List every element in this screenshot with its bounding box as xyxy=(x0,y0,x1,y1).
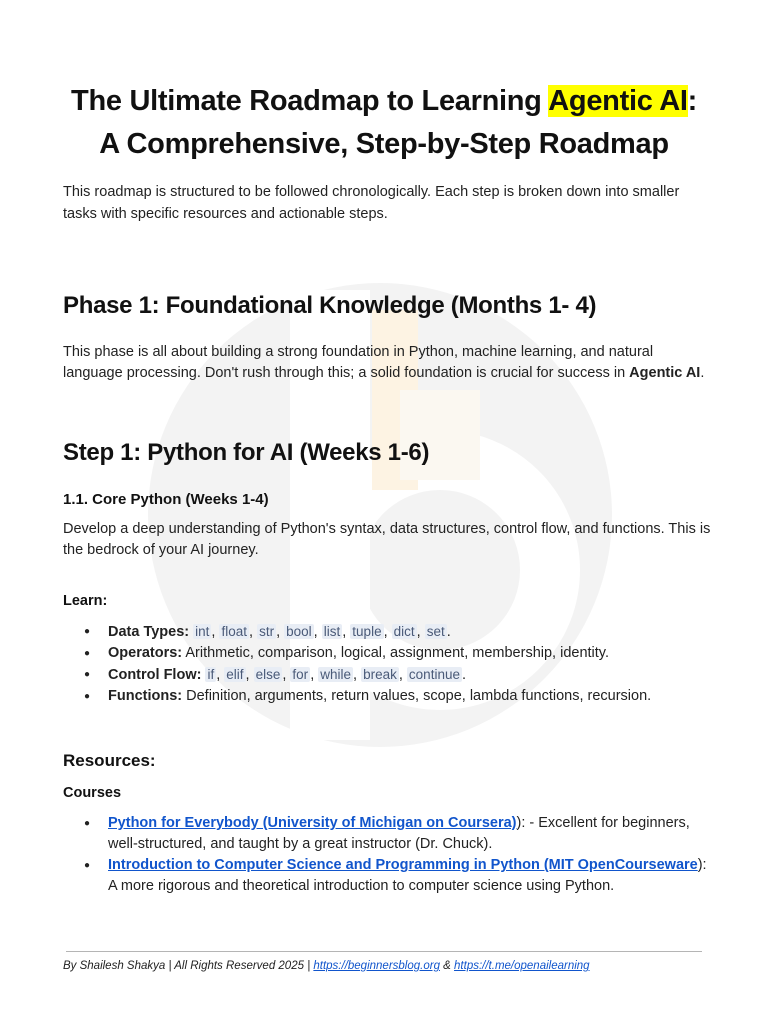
footer-divider xyxy=(66,951,702,952)
courses-list xyxy=(63,813,713,897)
core-python-description: Develop a deep understanding of Python's syntax, data structures, control flow, and functions. This is the bedrock of your AI journey. xyxy=(63,521,711,558)
title-line-2: A Comprehensive, Step-by-Step Roadmap xyxy=(99,128,669,160)
phase1-bold-term: Agentic AI xyxy=(629,365,701,381)
course-link-python-for-everybody[interactable]: Python for Everybody (University of Michigan on Coursera) xyxy=(108,815,517,831)
course-link-mit-intro-cs[interactable]: Introduction to Computer Science and Programming in Python (MIT OpenCourseware xyxy=(108,857,698,873)
learn-label: Learn: xyxy=(63,593,108,609)
learn-item-functions: ● Functions: Definition, arguments, return values, scope, lambda functions, recursion. xyxy=(63,686,713,707)
title-line-1: The Ultimate Roadmap to Learning Agentic AI: xyxy=(71,85,697,117)
course-item-python-for-everybody: ● Python for Everybody (University of Michigan on Coursera)): - Excellent for beginners, well-structured, and taught by a great instructor (Dr. Chuck). xyxy=(63,813,713,855)
learn-item-data-types: ● Data Types: int , float , str , bool , list , tuple , dict , set . xyxy=(63,621,713,643)
footer: By Shailesh Shakya | All Rights Reserved 2025 | https://beginnersblog.org & https://t.me/openailearning xyxy=(63,960,590,972)
intro-paragraph: This roadmap is structured to be followed chronologically. Each step is broken down into smaller tasks with specific resources and actionable steps. xyxy=(63,184,680,222)
course-item-mit-intro-cs: ● Introduction to Computer Science and Programming in Python (MIT OpenCourseware): A more rigorous and theoretical introduction to computer science using Python. xyxy=(63,855,713,897)
core-python-heading: 1.1. Core Python (Weeks 1-4) xyxy=(63,491,269,508)
learn-list xyxy=(63,621,713,707)
footer-link-telegram[interactable]: https://t.me/openailearning xyxy=(454,960,590,972)
phase1-heading: Phase 1: Foundational Knowledge (Months 1- 4) xyxy=(63,292,597,319)
resources-heading: Resources: xyxy=(63,751,156,770)
document-title xyxy=(30,80,738,166)
courses-label: Courses xyxy=(63,785,122,801)
footer-link-blog[interactable]: https://beginnersblog.org xyxy=(313,960,440,972)
phase1-paragraph: This phase is all about building a strong foundation in Python, machine learning, and natural language processing. Don't rush through this; a solid foundation is crucial for success in Agentic AI. xyxy=(63,344,705,381)
step1-heading: Step 1: Python for AI (Weeks 1-6) xyxy=(63,439,430,466)
learn-item-control-flow: ● Control Flow: if , elif , else , for , while , break , continue . xyxy=(63,664,713,686)
title-highlight: Agentic AI xyxy=(548,85,688,117)
learn-item-operators: ● Operators: Arithmetic, comparison, logical, assignment, membership, identity. xyxy=(63,643,713,664)
